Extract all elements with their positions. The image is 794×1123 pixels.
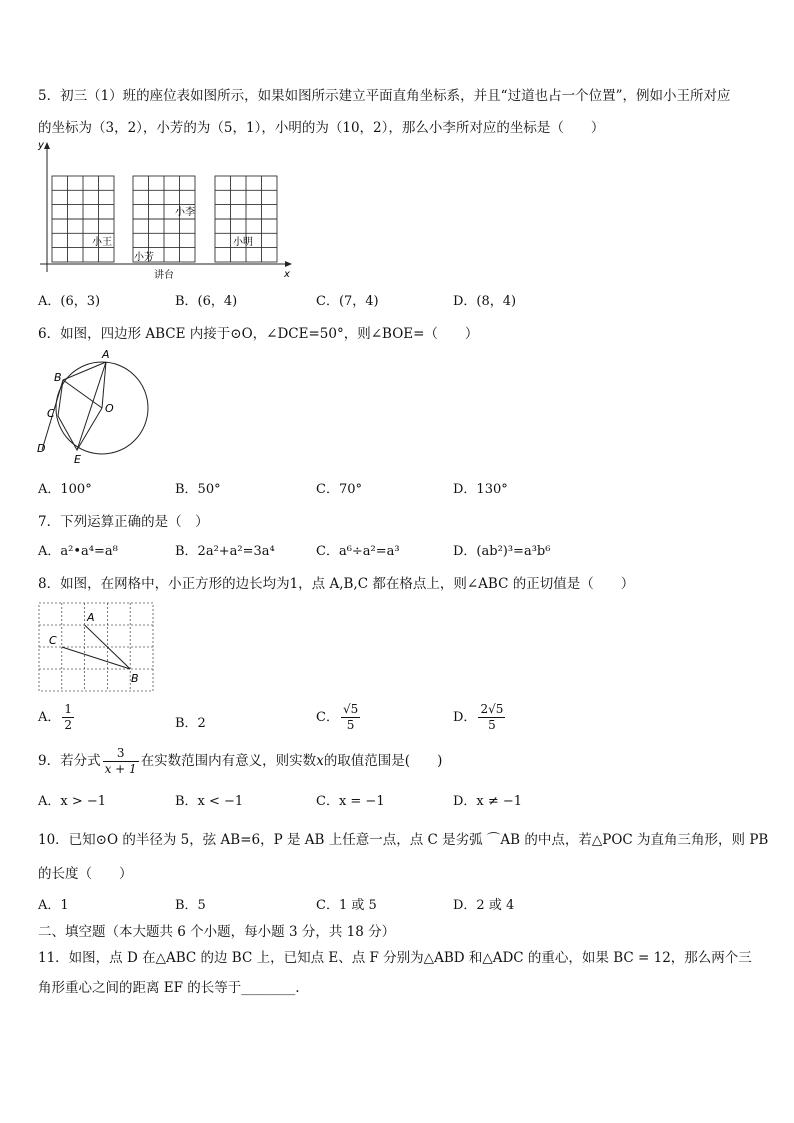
q5-text-line1: 5．初三（1）班的座位表如图所示，如果如图所示建立平面直角坐标系，并且“过道也占一个位置”，例如小王所对应 (38, 88, 731, 104)
q7-text-line1: 7．下列运算正确的是（ ） (38, 514, 209, 530)
fraction (341, 702, 360, 733)
point-b-label: B (54, 371, 62, 384)
q6-option-c[interactable]: C．70° (316, 482, 362, 497)
q8-option-d[interactable] (453, 702, 507, 733)
q7-option-a[interactable]: A．a²•a⁴=a⁸ (38, 544, 118, 559)
q11-text-line1: 11．如图，点 D 在△ABC 的边 BC 上，已知点 E、点 F 分别为△ABD 和△ADC 的重心，如果 BC = 12，那么两个三 (38, 950, 752, 966)
q8-option-c[interactable] (316, 702, 362, 733)
q9-text-line1 (38, 746, 442, 777)
label-xiaowang: 小王 (92, 237, 112, 248)
q9-variable: x (316, 753, 324, 769)
numerator: √5 (342, 702, 359, 716)
q8-text-line1: 8．如图，在网格中，小正方形的边长均为1，点 A,B,C 都在格点上，则∠ABC 的正切值是（ ） (38, 576, 635, 592)
q7-option-d[interactable]: D．(ab²)³=a³b⁶ (453, 544, 551, 559)
q9-option-a[interactable]: A．x > −1 (38, 794, 107, 809)
grid-point-b-label: B (131, 672, 139, 685)
label-podium: 讲台 (154, 270, 174, 280)
denominator: 5 (346, 718, 355, 732)
section-2-heading: 二、填空题（本大题共 6 个小题，每小题 3 分，共 18 分） (38, 924, 396, 940)
q8-option-a-label: A． (38, 710, 61, 725)
circle-figure (34, 344, 156, 468)
q11-text-line2: 角形重心之间的距离 EF 的长等于________. (38, 980, 300, 996)
point-a-label: A (102, 348, 110, 361)
q8-option-c-label: C． (316, 710, 339, 725)
q10-option-b[interactable]: B．5 (175, 898, 206, 913)
q7-option-c[interactable]: C．a⁶÷a²=a³ (316, 544, 400, 559)
seating-chart-figure (36, 138, 298, 280)
q5-option-a[interactable]: A．(6，3) (38, 294, 101, 309)
denominator: 5 (488, 718, 496, 732)
label-xiaofang: 小芳 (134, 252, 154, 263)
q7-option-b[interactable]: B．2a²+a²=3a⁴ (175, 544, 275, 559)
q8-option-b[interactable]: B．2 (175, 716, 206, 731)
q9-option-d[interactable]: D．x ≠ −1 (453, 794, 523, 809)
point-d-label: D (37, 442, 46, 455)
numerator: 1 (64, 702, 73, 716)
q5-option-c[interactable]: C．(7，4) (316, 294, 379, 309)
q5-option-d[interactable]: D．(8，4) (453, 294, 517, 309)
point-o-label: O (105, 402, 114, 415)
label-xiaoming: 小明 (233, 237, 253, 248)
point-c-label: C (47, 407, 55, 420)
y-axis-label: y (38, 140, 44, 151)
x-axis-label: x (284, 269, 290, 280)
fraction (62, 702, 74, 733)
fraction (478, 702, 505, 733)
q10-option-d[interactable]: D．2 或 4 (453, 898, 515, 913)
label-xiaoli: 小李 (175, 207, 195, 218)
grid-point-a-label: A (87, 611, 95, 624)
fraction (103, 746, 139, 777)
q6-option-d[interactable]: D．130° (453, 482, 508, 497)
denominator: x + 1 (104, 762, 137, 776)
q9-option-b[interactable]: B．x < −1 (175, 794, 244, 809)
q5-text-line2: 的坐标为（3，2），小芳的为（5，1），小明的为（10，2），那么小李所对应的坐标是（ ） (38, 120, 605, 136)
point-e-label: E (74, 453, 81, 466)
q9-option-c[interactable]: C．x = −1 (316, 794, 385, 809)
q6-option-b[interactable]: B．50° (175, 482, 221, 497)
numerator: 3 (103, 746, 139, 762)
q10-text-line1: 10．已知⊙O 的半径为 5，弦 AB=6，P 是 AB 上任意一点，点 C 是劣弧 ⌒AB 的中点，若△POC 为直角三角形，则 PB (38, 832, 769, 848)
q6-text-line1: 6．如图，四边形 ABCE 内接于⊙O，∠DCE=50°，则∠BOE=（ ） (38, 326, 479, 342)
q10-option-c[interactable]: C．1 或 5 (316, 898, 377, 913)
q9-suffix2: 的取值范围是( ) (323, 753, 443, 769)
grid-figure (36, 600, 156, 694)
q9-prefix: 9．若分式 (38, 753, 101, 769)
denominator: 2 (64, 718, 73, 732)
q8-option-d-label: D． (453, 710, 477, 725)
numerator: 2√5 (480, 702, 504, 716)
q5-option-b[interactable]: B．(6，4) (175, 294, 238, 309)
q9-suffix: 在实数范围内有意义，则实数 (140, 753, 317, 769)
q6-option-a[interactable]: A．100° (38, 482, 92, 497)
grid-point-c-label: C (49, 634, 57, 647)
q10-option-a[interactable]: A．1 (38, 898, 69, 913)
q8-option-a[interactable] (38, 702, 76, 733)
q10-text-line2: 的长度（ ） (38, 866, 133, 882)
